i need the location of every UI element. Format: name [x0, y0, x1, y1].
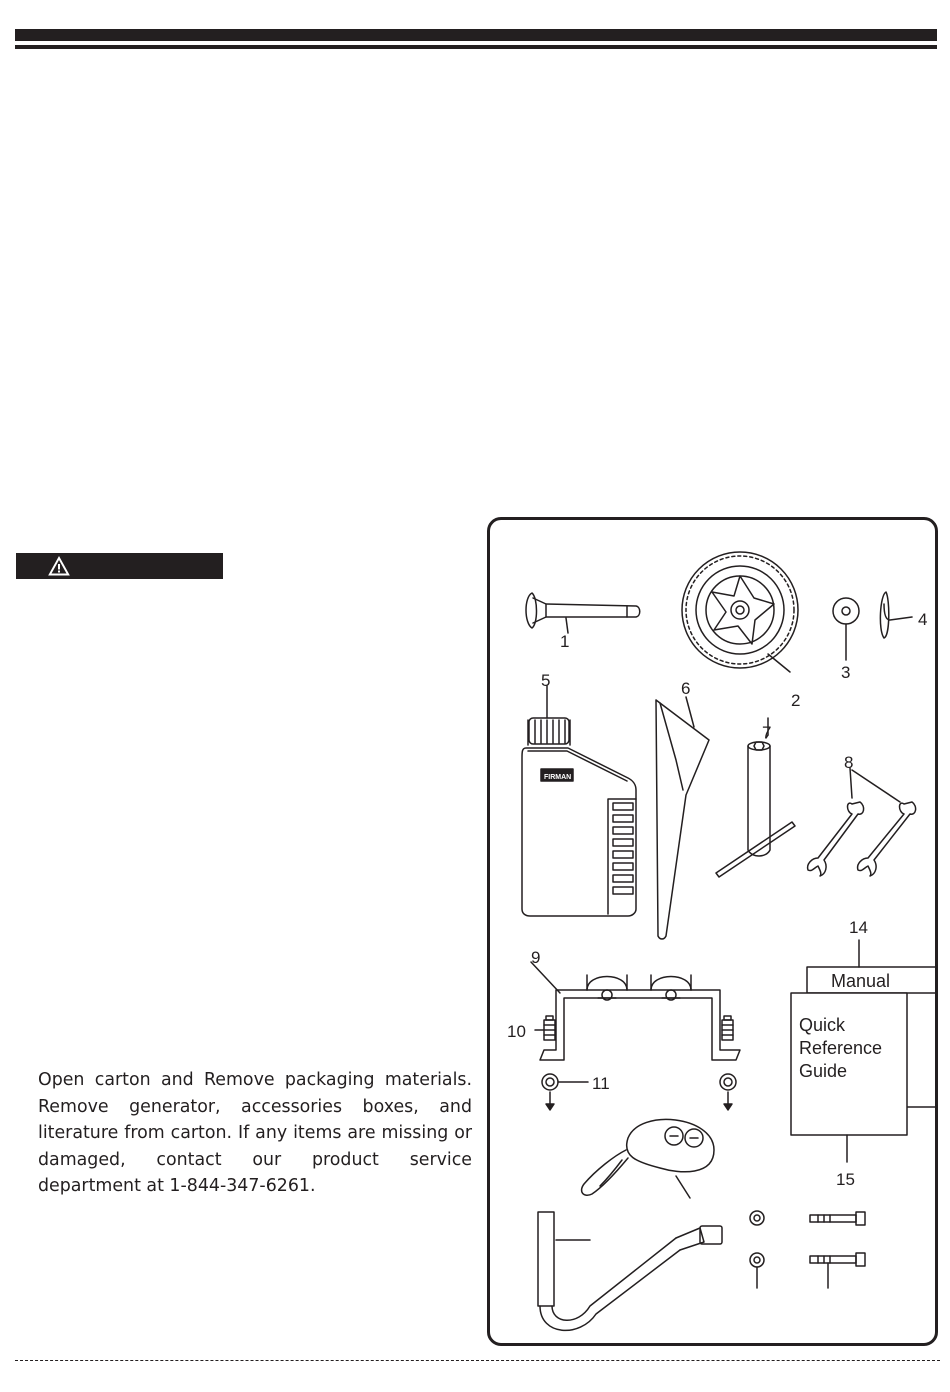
hardware-part: [750, 1211, 865, 1288]
spark-plug-wrench-part: [716, 718, 795, 877]
callout-9: 9: [531, 948, 541, 967]
callout-2: 2: [791, 691, 801, 710]
wheel-part: [682, 552, 798, 672]
washer-part: [833, 598, 859, 660]
footer-dashed-rule: [15, 1360, 940, 1361]
callout-6: 6: [681, 679, 691, 698]
handle-bracket-part: [531, 962, 740, 1110]
callout-3: 3: [841, 663, 851, 682]
quick-guide-line1: Quick: [799, 1015, 846, 1035]
axle-pin-part: [526, 593, 640, 633]
funnel-part: [656, 697, 709, 939]
callout-8: 8: [844, 753, 854, 772]
callout-10: 10: [507, 1022, 526, 1041]
handle-part: [538, 1212, 722, 1330]
callout-15: 15: [836, 1170, 855, 1189]
callout-5: 5: [541, 671, 551, 690]
quick-guide-line2: Reference: [799, 1038, 883, 1058]
wrenches-part: [808, 768, 916, 876]
callout-11: 11: [592, 1074, 610, 1093]
unpacking-instructions: Open carton and Remove packaging materials. Remove generator, accessories boxes, and literature from carton. If any items are missing or damaged, contact our product service department at 1-844-347-6261.: [38, 1070, 472, 1196]
hitch-pin-part: [880, 592, 912, 638]
remote-fob-part: [582, 1119, 714, 1198]
oil-bottle-part: [522, 686, 636, 916]
callout-7: 7: [762, 723, 772, 742]
callout-4: 4: [918, 610, 928, 629]
callout-1: 1: [560, 632, 570, 651]
quick-guide-line3: Guide: [799, 1061, 848, 1081]
oil-brand-logo: FIRMAN: [544, 774, 572, 781]
manual-label: Manual: [831, 971, 891, 991]
callout-14: 14: [849, 918, 868, 937]
